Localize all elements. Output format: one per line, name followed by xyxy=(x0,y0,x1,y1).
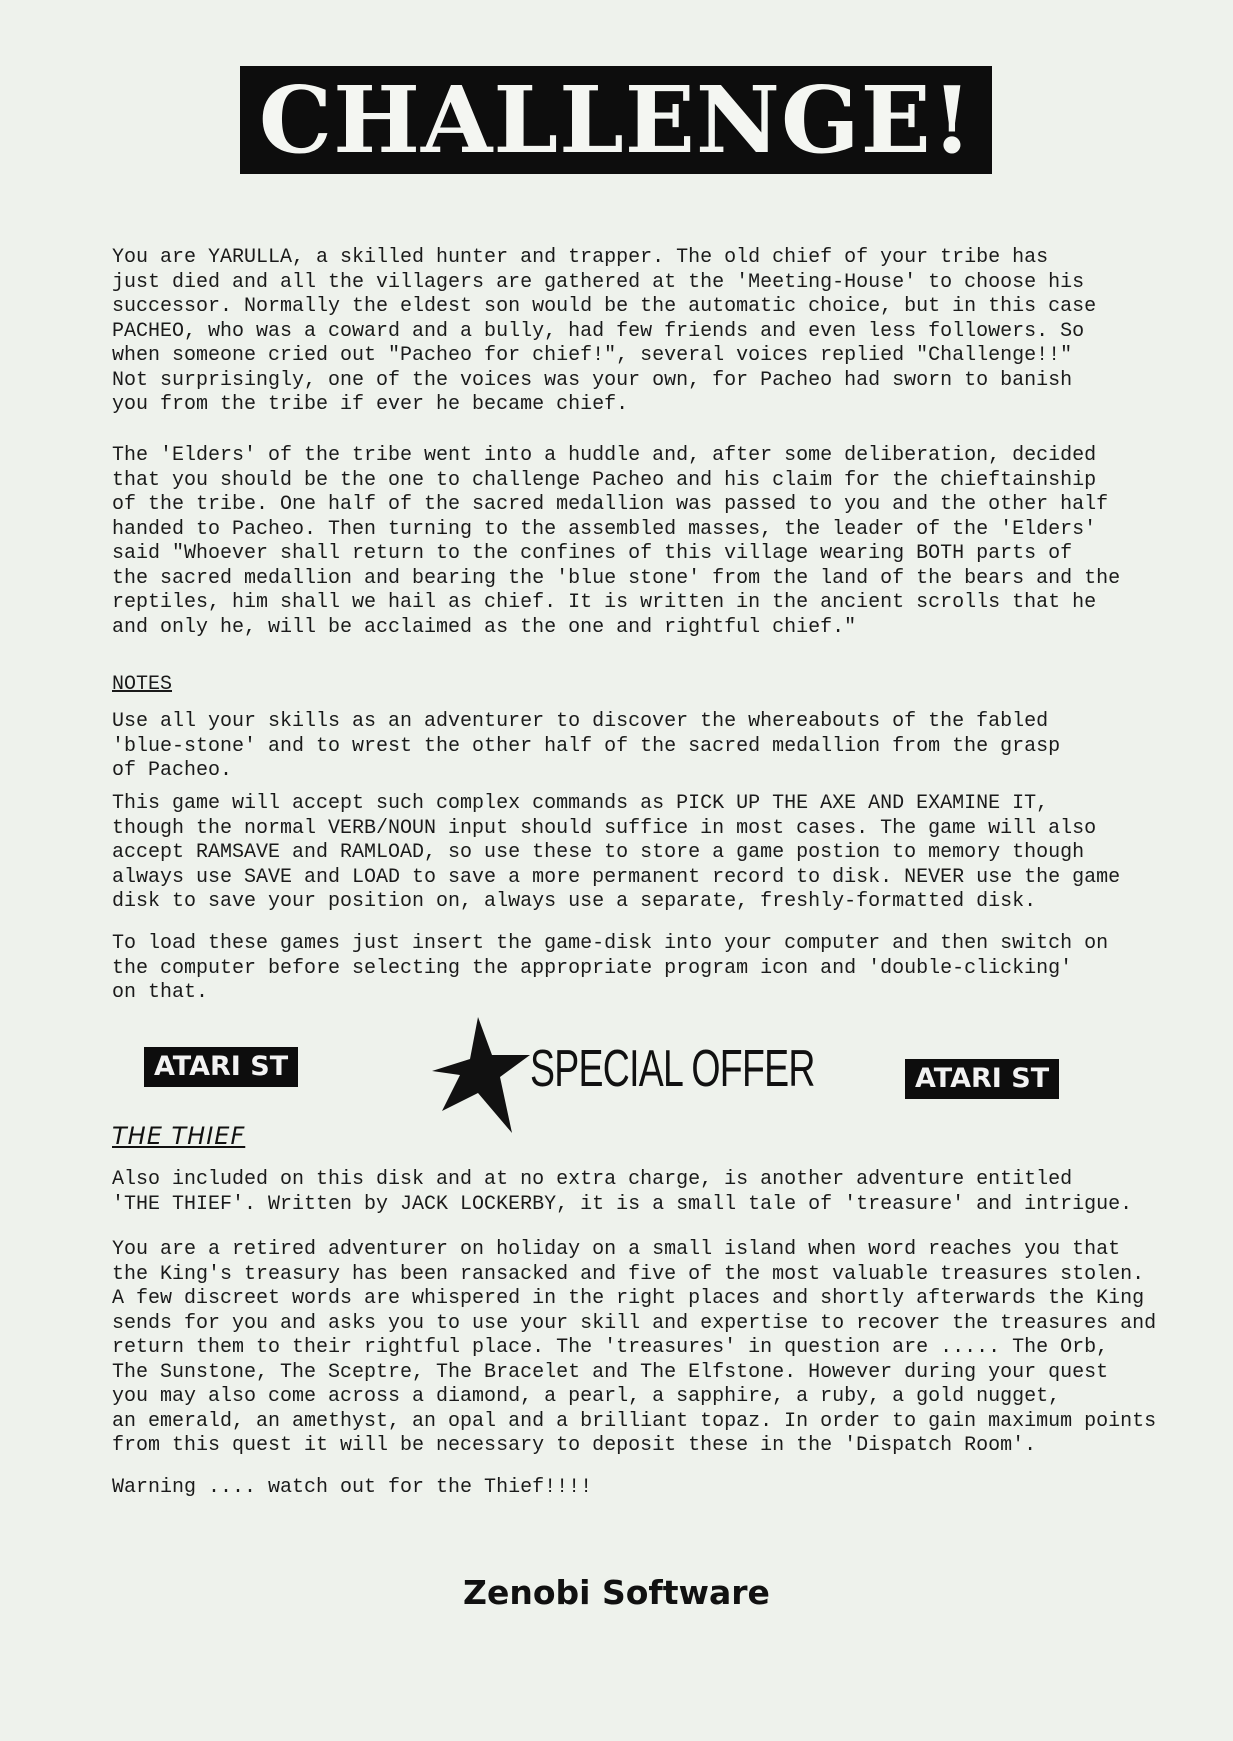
notes-paragraph-1: Use all your skills as an adventurer to discover the whereabouts of the fabled 'blue-stone' and to wrest the other half of the sacred medallion from the grasp of Pacheo. xyxy=(112,710,1061,782)
thief-paragraph-2: You are a retired adventurer on holiday on a small island when word reaches you that the King's treasury has been ransacked and five of the most valuable treasures stolen. A few discreet words are whispered in the right places and shortly afterwards the King sends for you and asks you to use your skill and expertise to recover the treasures and return them to their rightful place. The 'treasures' in question are ..... The Orb, The Sunstone, The Sceptre, The Bracelet and The Elfstone. However during your quest you may also come across a diamond, a pearl, a sapphire, a ruby, a gold nugget, an emerald, an amethyst, an opal and a brilliant topaz. In order to gain maximum points from this quest it will be necessary to deposit these in the 'Dispatch Room'. xyxy=(112,1238,1157,1457)
thief-warning: Warning .... watch out for the Thief!!!! xyxy=(112,1476,593,1499)
intro-paragraph-1: You are YARULLA, a skilled hunter and trapper. The old chief of your tribe has just died and all the villagers are gathered at the 'Meeting-House' to choose his successor. Normally the eldest son would be the automatic choice, but in this case PACHEO, who was a coward and a bully, had few friends and even less followers. So when someone cried out "Pacheo for chief!", several voices replied "Challenge!!" Not surprisingly, one of the voices was your own, for Pacheo had sworn to banish you from the tribe if ever he became chief. xyxy=(112,246,1097,416)
atari-st-badge-left: ATARI ST xyxy=(144,1047,298,1087)
atari-st-badge-right: ATARI ST xyxy=(905,1059,1059,1099)
thief-heading: THE THIEF xyxy=(112,1122,246,1150)
special-offer xyxy=(430,1015,815,1135)
title-banner xyxy=(240,66,992,174)
intro-paragraph-2: The 'Elders' of the tribe went into a huddle and, after some deliberation, decided that you should be the one to challenge Pacheo and his claim for the chieftainship of the tribe. One half of the sacred medallion was passed to you and the other half handed to Pacheo. Then turning to the assembled masses, the leader of the 'Elders' said "Whoever shall return to the confines of this village wearing BOTH parts of the sacred medallion and bearing the 'blue stone' from the land of the bears and the reptiles, him shall we hail as chief. It is written in the ancient scrolls that he and only he, will be acclaimed as the one and rightful chief." xyxy=(112,444,1121,639)
notes-paragraph-2: This game will accept such complex commands as PICK UP THE AXE AND EXAMINE IT, though the normal VERB/NOUN input should suffice in most cases. The game will also accept RAMSAVE and RAMLOAD, so use these to store a game postion to memory though always use SAVE and LOAD to save a more permanent record to disk. NEVER use the game disk to save your position on, always use a separate, freshly-formatted disk. xyxy=(112,792,1121,913)
notes-heading: NOTES xyxy=(112,673,173,696)
page-title: CHALLENGE! xyxy=(258,66,974,174)
special-offer-label: SPECIAL OFFER xyxy=(530,1040,815,1098)
thief-paragraph-1: Also included on this disk and at no extra charge, is another adventure entitled 'THE THIEF'. Written by JACK LOCKERBY, it is a small tale of 'treasure' and intrigue. xyxy=(112,1168,1133,1216)
notes-paragraph-3: To load these games just insert the game-disk into your computer and then switch on the computer before selecting the appropriate program icon and 'double-clicking' on that. xyxy=(112,932,1109,1004)
publisher-name: Zenobi Software xyxy=(463,1573,770,1612)
